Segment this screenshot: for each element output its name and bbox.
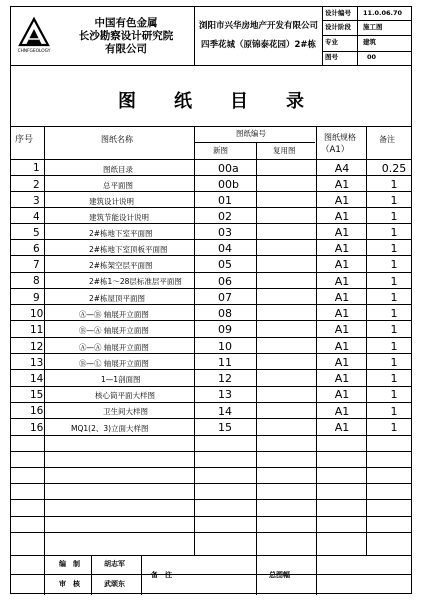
- row-code: 05: [218, 258, 232, 271]
- project-name: 四季花城（原锦泰花园）2#栋: [201, 40, 317, 50]
- row-size: A1: [334, 194, 350, 207]
- row-seq: 15: [30, 389, 44, 401]
- meta-value-discipline: 建筑: [363, 38, 376, 46]
- row-seq: 16: [30, 422, 44, 434]
- row-name: Ⓐ—Ⓑ 轴展开立面图: [79, 310, 149, 319]
- meta-label-drawing-no: 图号: [325, 53, 338, 61]
- row-qty: 1: [390, 178, 398, 191]
- row-code: 09: [218, 323, 232, 336]
- row-size: A1: [334, 388, 350, 401]
- row-qty: 1: [390, 275, 398, 288]
- row-seq: 7: [33, 259, 40, 271]
- meta-value-stage: 施工图: [363, 23, 383, 31]
- compile-label: 编 制: [59, 560, 80, 568]
- row-qty: 1: [390, 307, 398, 320]
- row-seq: 3: [33, 195, 40, 207]
- meta-label-design-no: 设计编号: [325, 9, 351, 17]
- row-code: 07: [218, 291, 232, 304]
- row-qty: 1: [390, 356, 398, 369]
- compile-name: 胡志军: [104, 560, 125, 568]
- row-size: A1: [334, 323, 350, 336]
- company-logo-icon: [17, 15, 51, 53]
- review-name: 武颂东: [104, 580, 125, 588]
- row-name: 2#栋地下室顶板平面图: [89, 245, 168, 254]
- company-line-3: 有限公司: [105, 43, 147, 55]
- row-name: Ⓑ—Ⓐ 轴展开立面图: [79, 326, 149, 335]
- row-code: 10: [218, 340, 232, 353]
- row-name: 图纸目录: [103, 165, 133, 174]
- row-size: A1: [334, 405, 350, 418]
- row-qty: 1: [390, 323, 398, 336]
- row-size: A1: [334, 242, 350, 255]
- row-code: 02: [218, 210, 232, 223]
- row-size: A1: [334, 178, 350, 191]
- row-code: 00b: [218, 178, 239, 191]
- row-size: A1: [334, 421, 350, 434]
- meta-value-design-no: 11.0.06.70: [363, 9, 403, 17]
- meta-value-drawing-no: 00: [367, 53, 377, 61]
- row-qty: 1: [390, 242, 398, 255]
- row-seq: 12: [30, 341, 44, 353]
- row-size: A1: [334, 340, 350, 353]
- row-name: 总平面图: [103, 181, 133, 190]
- row-name: Ⓐ—Ⓐ 轴展开立面图: [79, 343, 149, 352]
- row-seq: 8: [33, 275, 40, 287]
- row-name: MQ1(2、3)立面大样图: [71, 424, 149, 433]
- row-code: 01: [218, 194, 232, 207]
- row-size: A1: [334, 291, 350, 304]
- row-name: 建筑节能设计说明: [89, 213, 149, 222]
- row-qty: 1: [390, 291, 398, 304]
- row-qty: 1: [390, 258, 398, 271]
- row-qty: 0.25: [381, 162, 407, 175]
- row-seq: 13: [30, 357, 44, 369]
- row-code: 08: [218, 307, 232, 320]
- row-name: 2#栋1～28层标准层平面图: [89, 277, 182, 286]
- row-size: A1: [334, 210, 350, 223]
- row-seq: 9: [33, 292, 40, 304]
- header-code-reuse: 复用图: [273, 146, 296, 155]
- header-size: 图纸规格: [324, 133, 356, 142]
- total-sheets-label: 总图幅: [269, 571, 290, 579]
- company-name: [67, 17, 185, 56]
- row-qty: 1: [390, 194, 398, 207]
- row-qty: 1: [390, 340, 398, 353]
- row-qty: 1: [390, 405, 398, 418]
- row-code: 11: [218, 356, 232, 369]
- row-name: 2#栋架空层平面图: [89, 261, 153, 270]
- header-name: 图纸名称: [101, 135, 133, 144]
- row-seq: 4: [33, 211, 40, 223]
- row-qty: 1: [390, 372, 398, 385]
- row-seq: 11: [30, 324, 44, 336]
- row-name: 卫生间大样图: [103, 407, 148, 416]
- row-size: A1: [334, 356, 350, 369]
- review-label: 审 核: [59, 580, 80, 588]
- row-name: 建筑设计说明: [89, 197, 134, 206]
- row-code: 13: [218, 388, 232, 401]
- row-code: 06: [218, 275, 232, 288]
- row-size: A1: [334, 372, 350, 385]
- row-qty: 1: [390, 421, 398, 434]
- row-qty: 1: [390, 226, 398, 239]
- row-seq: 5: [33, 227, 40, 239]
- row-seq: 14: [30, 373, 44, 385]
- row-name: 核心筒平面大样图: [95, 391, 155, 400]
- drawing-sheet: [10, 6, 412, 594]
- client-name: 浏阳市兴华房地产开发有限公司: [199, 21, 319, 31]
- row-name: 2#栋地下室平面图: [89, 229, 153, 238]
- remark-label: 备 注: [151, 571, 172, 579]
- header-code-new: 新图: [213, 146, 228, 155]
- row-name: Ⓑ—Ⓛ 轴展开立面图: [79, 359, 149, 368]
- page-title: 图纸目录: [118, 91, 342, 112]
- row-qty: 1: [390, 210, 398, 223]
- row-code: 03: [218, 226, 232, 239]
- row-seq: 6: [33, 243, 40, 255]
- row-seq: 1: [33, 162, 40, 174]
- row-seq: 10: [30, 308, 44, 320]
- row-code: 15: [218, 421, 232, 434]
- meta-label-stage: 设计阶段: [325, 23, 351, 31]
- company-line-1: 中国有色金属: [94, 17, 158, 29]
- row-size: A1: [334, 226, 350, 239]
- row-size: A1: [334, 275, 350, 288]
- header-seq: 序号: [15, 135, 34, 145]
- header-remark: 备注: [379, 135, 395, 144]
- row-code: 04: [218, 242, 232, 255]
- company-line-2: 长沙勘察设计研究院: [78, 30, 174, 42]
- logo-text: CHNFGEOLOGY: [17, 49, 51, 53]
- row-name: 1—1剖面图: [101, 375, 141, 384]
- row-seq: 2: [33, 179, 40, 191]
- row-code: 12: [218, 372, 232, 385]
- meta-label-discipline: 专业: [325, 38, 338, 46]
- header-size-unit: （A1）: [321, 145, 350, 155]
- row-qty: 1: [390, 388, 398, 401]
- row-name: 2#栋屋顶平面图: [89, 294, 146, 303]
- row-size: A4: [334, 162, 350, 175]
- row-seq: 16: [30, 405, 44, 417]
- header-code-group: 图纸编号: [236, 129, 266, 138]
- row-size: A1: [334, 258, 350, 271]
- row-code: 14: [218, 405, 232, 418]
- row-code: 00a: [218, 162, 239, 175]
- row-size: A1: [334, 307, 350, 320]
